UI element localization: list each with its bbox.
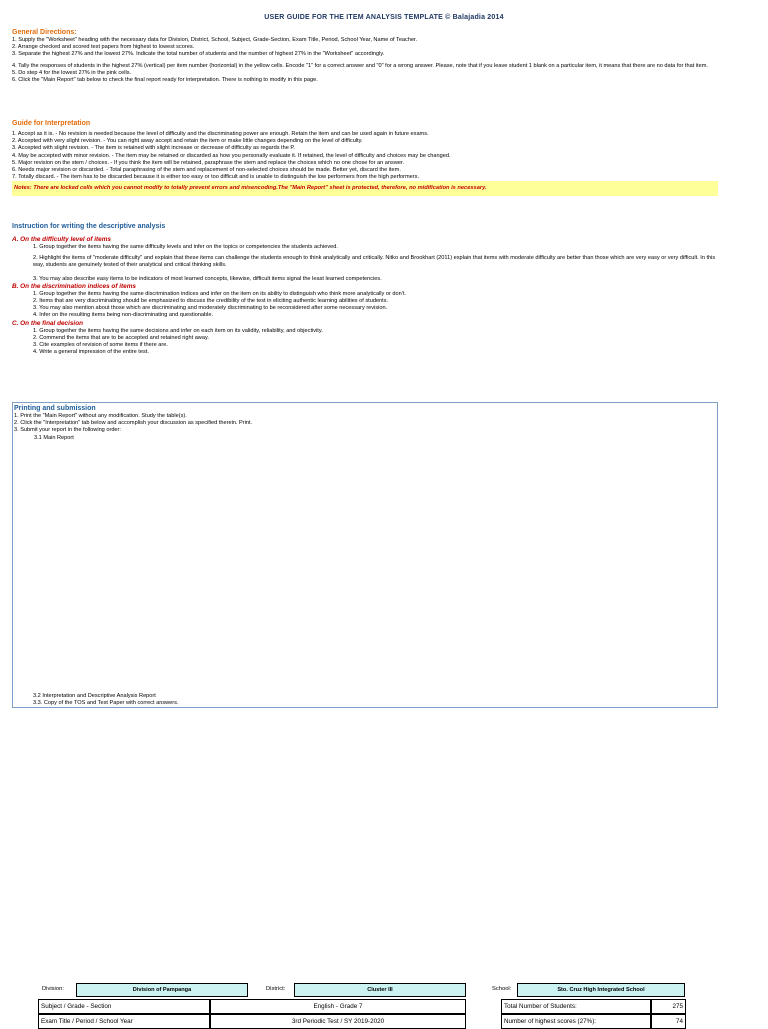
printing-line: 1. Print the "Main Report" without any modification. Study the table(s).	[14, 413, 187, 419]
guide-heading: Guide for Interpretation	[12, 120, 91, 127]
final-decision-line: 1. Group together the items having the same decisions and infer on each item on its validity, reliability, and objectivity.	[33, 327, 323, 334]
total-students-label: Total Number of Students:	[501, 999, 651, 1014]
printing-submission-box	[12, 402, 718, 708]
locked-cells-note: Notes: There are locked cells which you cannot modify to totally prevent errors and misencoding.The "Main Report" sheet is protected, therefore, no midification is necessary.	[12, 181, 718, 196]
guide-line: 4. May be accepted with minor revision. - The item may be retained or discarded as how you personally evaluate it. If retained, the level of difficulty and choices may be changed.	[12, 152, 451, 159]
printing-heading: Printing and submission	[14, 405, 96, 412]
final-decision-line: 2. Commend the items that are to be accepted and retained right away.	[33, 334, 209, 341]
general-line: 4. Tally the responses of students in the highest 27% (vertical) per item number (horizontal) in the yellow cells. Encode "1" for a correct answer and "0" for a wrong answer. Please, note that if you leave student 1 blank on a particular item, it means that there are no data for that item.	[12, 62, 708, 69]
final-decision-line: 4. Write a general impression of the entire test.	[33, 349, 149, 356]
subject-field[interactable]: English - Grade 7	[210, 999, 466, 1014]
guide-line: 5. Major revision on the stem / choices. - If you think the item will be retained, paraphrase the stem and replace the choices which no one chose for an answer.	[12, 159, 405, 166]
highest-scores-label: Number of highest scores (27%):	[501, 1014, 651, 1029]
general-directions-section	[12, 28, 756, 84]
guide-section	[12, 119, 756, 196]
discrimination-line: 1. Group together the items having the same discrimination indices and infer on the item on its ability to distinguish who think more analytically or don't.	[33, 290, 406, 297]
instruction-heading: Instruction for writing the descriptive analysis	[12, 223, 166, 230]
division-label: Division:	[42, 986, 64, 992]
district-field[interactable]: Cluster III	[294, 983, 466, 997]
general-line: 3. Separate the highest 27% and the lowest 27%. Indicate the total number of students and the number of highest 27% in the "Worksheet" accordingly.	[12, 51, 385, 58]
total-students-field[interactable]: 275	[651, 999, 686, 1014]
school-field[interactable]: Sto. Cruz High Integrated School	[517, 983, 685, 997]
instruction-section	[12, 222, 756, 356]
subject-label: Subject / Grade - Section	[38, 999, 210, 1014]
guide-line: 1. Accept as it is. - No revision is needed because the level of difficulty and the discriminating power are enough. Retain the item and can be used again in future exams.	[12, 131, 429, 137]
general-line: 5. Do step 4 for the lowest 27% in the pink cells.	[12, 69, 132, 76]
guide-line: 3. Accepted with slight revision. - The item is retained with slight increase or decrease of difficulty as regards the P.	[12, 145, 295, 152]
exam-label: Exam Title / Period / School Year	[38, 1014, 210, 1029]
difficulty-line: 3. You may also describe easy items to be indicators of most learned concepts, likewise, difficult items signal the least learned competencies.	[33, 275, 382, 282]
difficulty-line: 2. Highlight the items of "moderate difficulty" and explain that these items can challenge the students enough to think analytically and critically. Nitko and Brookhart (2011) explain that items with moderate difficulty are better than those which are very easy or very difficult. In this way, students are genuinely tested of their analytical and critical thinking skills.	[33, 255, 716, 269]
general-directions-heading: General Directions:	[12, 29, 77, 36]
difficulty-line: 1. Group together the items having the same difficulty levels and infer on the topics or competencies the students achieved.	[33, 244, 338, 250]
discrimination-line: 3. You may also mention about those which are discriminating and moderately discriminating to be reconsidered after some necessary revision.	[33, 305, 388, 312]
printing-line: 3. Submit your report in the following order:	[14, 427, 121, 434]
final-decision-heading: C. On the final decision	[12, 319, 84, 327]
highest-scores-field[interactable]: 74	[651, 1014, 686, 1029]
general-line: 2. Arrange checked and scored test papers from highest to lowest scores.	[12, 44, 195, 51]
difficulty-heading: A. On the difficulty level of items	[12, 236, 111, 243]
discrimination-heading: B. On the discrimination indices of items	[12, 282, 136, 290]
printing-subitem: 3.1 Main Report	[34, 434, 74, 441]
exam-field[interactable]: 3rd Periodic Test / SY 2019-2020	[210, 1014, 466, 1029]
guide-line: 2. Accepted with very slight revision. - You can right away accept and retain the item or make little changes depending on the level of difficulty.	[12, 138, 363, 145]
general-line: 6. Click the "Main Report" tab below to check the final report ready for interpretation. There is nothing to modify in this page.	[12, 77, 318, 84]
school-label: School:	[492, 986, 512, 992]
printing-subitem: 3.2 Interpretation and Descriptive Analysis Report	[33, 692, 156, 699]
guide-line: 7. Totally discard. - The item has to be discarded because it is either too easy or too difficult and is unable to distinguish the low performers from the high performers.	[12, 174, 419, 181]
division-field[interactable]: Division of Pampanga	[76, 983, 248, 997]
district-label: District:	[266, 986, 286, 992]
printing-subitem: 3.3. Copy of the TOS and Test Paper with correct answers.	[33, 699, 179, 706]
discrimination-line: 2. Items that are very discriminating should be emphasized to discuss the credibility of the test in eliciting authentic learning abilities of students.	[33, 298, 389, 305]
document-title: USER GUIDE FOR THE ITEM ANALYSIS TEMPLATE © Balajadia 2014	[264, 14, 504, 21]
printing-line: 2. Click the "Interpretation" tab below and accomplish your discussion as specified therein. Print.	[14, 420, 253, 427]
general-line: 1. Supply the "Worksheet" heading with the necessary data for Division, District, School, Subject, Grade-Section, Exam Title, Period, School Year, Name of Teacher.	[12, 37, 418, 43]
discrimination-line: 4. Infer on the resulting items being non-discriminating and questionable.	[33, 312, 214, 319]
final-decision-line: 3. Cite examples of revision of some items if there are.	[33, 342, 168, 349]
guide-line: 6. Needs major revision or discarded. - Total paraphrasing of the stem and replacement of non-selected choices should be made. Better yet, discard the item.	[12, 167, 401, 174]
